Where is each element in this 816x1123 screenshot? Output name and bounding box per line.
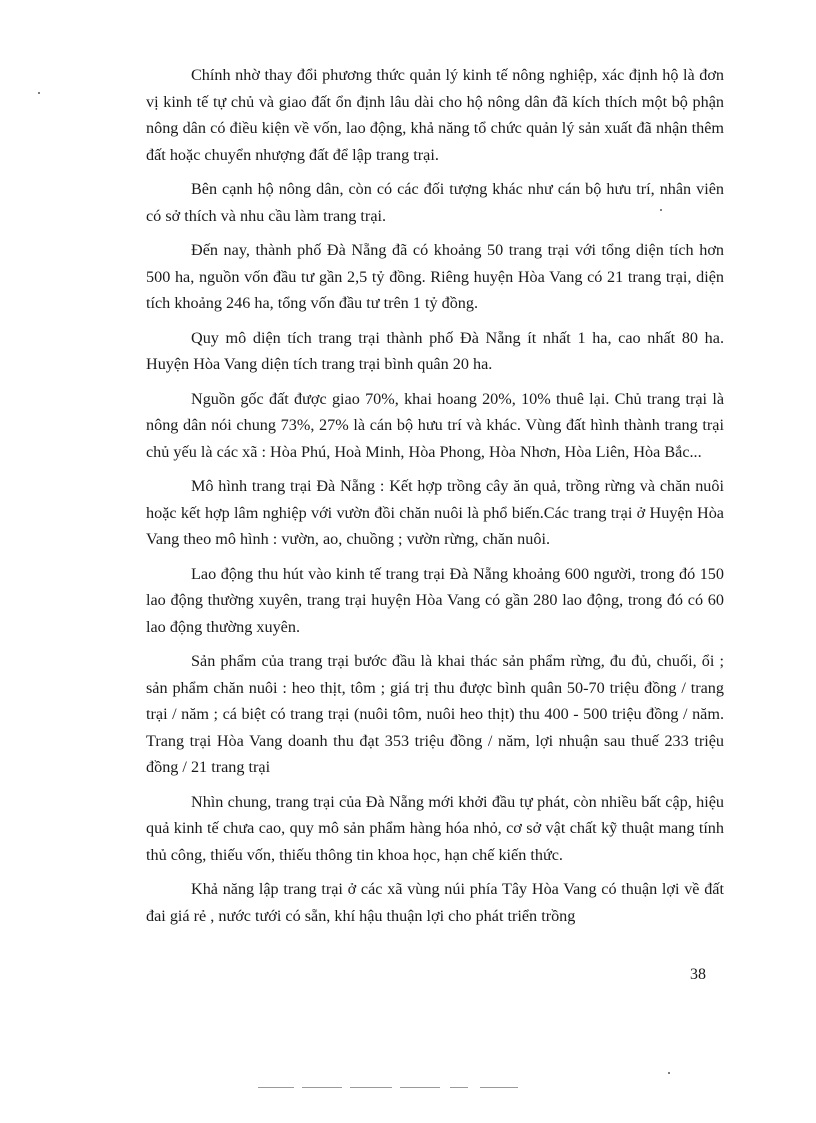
document-body: [146, 62, 724, 937]
scan-speck: [660, 209, 662, 211]
page-number: 38: [690, 966, 706, 983]
paragraph-4: Quy mô diện tích trang trại thành phố Đà Nẵng ít nhất 1 ha, cao nhất 80 ha. Huyện Hòa Vang diện tích trang trại bình quân 20 ha.: [146, 328, 724, 373]
paragraph-7: Lao động thu hút vào kinh tế trang trại Đà Nẵng khoảng 600 người, trong đó 150 lao động thường xuyên, trang trại huyện Hòa Vang có gần 280 lao động, trong đó có 60 lao động thường xuyên.: [146, 564, 724, 636]
paragraph-2: Bên cạnh hộ nông dân, còn có các đối tượng khác như cán bộ hưu trí, nhân viên có sở thích và nhu cầu làm trang trại.: [146, 180, 724, 225]
paragraph-5: Nguồn gốc đất được giao 70%, khai hoang 20%, 10% thuê lại. Chủ trang trại là nông dân nói chung 73%, 27% là cán bộ hưu trí và khác. Vùng đất hình thành trang trại chủ yếu là các xã : Hòa Phú, Hoà Minh, Hòa Phong, Hòa Nhơn, Hòa Liên, Hòa Bắc...: [146, 389, 724, 461]
scan-speck: [668, 1072, 670, 1074]
paragraph-8: Sản phẩm của trang trại bước đầu là khai thác sản phẩm rừng, đu đủ, chuối, ổi ; sản phẩm chăn nuôi : heo thịt, tôm ; giá trị thu được bình quân 50-70 triệu đồng / trang trại / năm ; cá biệt có trang trại (nuôi tôm, nuôi heo thịt) thu 400 - 500 triệu đồng / năm. Trang trại Hòa Vang doanh thu đạt 353 triệu đồng / năm, lợi nhuận sau thuế 233 triệu đồng / 21 trang trại: [146, 652, 724, 776]
scan-speck: [38, 92, 40, 94]
paragraph-10: Khả năng lập trang trại ở các xã vùng núi phía Tây Hòa Vang có thuận lợi về đất đai giá rẻ , nước tưới có sẵn, khí hậu thuận lợi cho phát triển trồng: [146, 880, 724, 925]
paragraph-3: Đến nay, thành phố Đà Nẵng đã có khoảng 50 trang trại với tổng diện tích hơn 500 ha, nguồn vốn đầu tư gần 2,5 tỷ đồng. Riêng huyện Hòa Vang có 21 trang trại, diện tích khoảng 246 ha, tổng vốn đầu tư trên 1 tỷ đồng.: [146, 241, 724, 312]
paragraph-6: Mô hình trang trại Đà Nẵng : Kết hợp trồng cây ăn quả, trồng rừng và chăn nuôi hoặc kết hợp lâm nghiệp với vườn đồi chăn nuôi là phổ biến.Các trang trại ở Huyện Hòa Vang theo mô hình : vườn, ao, chuồng ; vườn rừng, chăn nuôi.: [146, 477, 724, 548]
paragraph-1: Chính nhờ thay đổi phương thức quản lý kinh tế nông nghiệp, xác định hộ là đơn vị kinh tế tự chủ và giao đất ổn định lâu dài cho hộ nông dân đã kích thích một bộ phận nông dân có điều kiện về vốn, lao động, khả năng tổ chức quản lý sản xuất đã nhận thêm đất hoặc chuyển nhượng đất để lập trang trại.: [146, 66, 724, 164]
paragraph-9: Nhìn chung, trang trại của Đà Nẵng mới khởi đầu tự phát, còn nhiều bất cập, hiệu quả kinh tế chưa cao, quy mô sản phẩm hàng hóa nhỏ, cơ sở vật chất kỹ thuật mang tính thủ công, thiếu vốn, thiếu thông tin khoa học, hạn chế kiến thức.: [146, 792, 724, 864]
scan-artifact-lines: [258, 1087, 518, 1091]
